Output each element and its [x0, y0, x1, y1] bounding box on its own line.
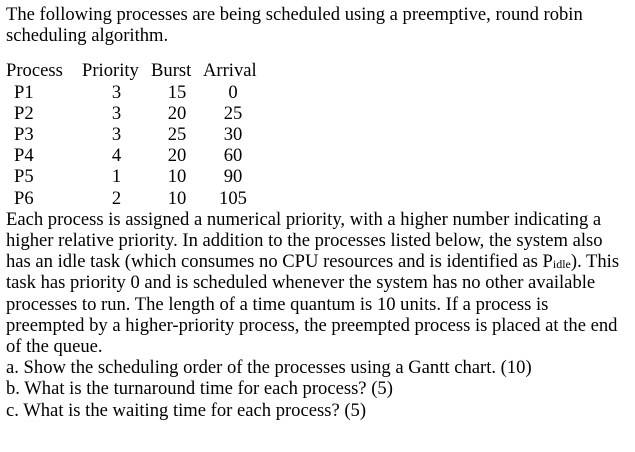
header-priority: Priority — [82, 60, 139, 82]
cell-priority: 3 — [111, 102, 122, 124]
cell-process: P4 — [14, 145, 34, 167]
description-paragraph — [6, 209, 630, 357]
cell-arrival: 0 — [228, 81, 238, 103]
table-row — [6, 82, 263, 103]
cell-burst: 15 — [167, 81, 187, 103]
cell-priority: 2 — [111, 187, 122, 209]
header-process: Process — [6, 60, 63, 82]
cell-arrival: 60 — [223, 145, 243, 167]
cell-process: P3 — [14, 124, 34, 146]
cell-priority: 3 — [111, 81, 122, 103]
cell-arrival: 90 — [223, 166, 243, 188]
cell-burst: 10 — [167, 166, 187, 188]
header-arrival: Arrival — [203, 60, 257, 82]
cell-process: P2 — [14, 102, 34, 124]
table-row — [6, 145, 263, 166]
idle-subscript: idle — [552, 257, 571, 272]
header-burst: Burst — [151, 60, 192, 82]
cell-burst: 10 — [167, 187, 187, 209]
question-c: c. What is the waiting time for each process? (5) — [6, 399, 367, 421]
intro-text: The following processes are being scheduled using a preemptive, round robin scheduling algorithm. — [6, 4, 583, 47]
table-row — [6, 103, 263, 124]
cell-burst: 20 — [167, 145, 187, 167]
cell-arrival: 30 — [223, 124, 243, 146]
cell-priority: 1 — [111, 166, 122, 188]
process-table — [6, 60, 263, 208]
cell-arrival: 25 — [223, 102, 243, 124]
table-header-row — [6, 60, 263, 81]
cell-process: P5 — [14, 166, 34, 188]
problem-document — [6, 4, 630, 421]
cell-burst: 20 — [167, 102, 187, 124]
paragraph-text-after: ). This task has priority 0 and is scheduled whenever the system has no other available processes to run. The length of a time quantum is 10 units. If a process is preempted by a higher-priority process, the preempted process is placed at the end of the queue. — [6, 251, 620, 358]
paragraph-text-before: Each process is assigned a numerical priority, with a higher number indicating a higher relative priority. In addition to the processes listed below, the system also has an idle task (which consumes no CPU resources and is identified as P — [6, 208, 603, 273]
question-b: b. What is the turnaround time for each process? (5) — [6, 378, 393, 400]
cell-process: P1 — [14, 81, 34, 103]
table-row — [6, 166, 263, 187]
cell-burst: 25 — [167, 124, 187, 146]
table-row — [6, 124, 263, 145]
cell-process: P6 — [14, 187, 34, 209]
cell-priority: 3 — [111, 124, 122, 146]
question-a: a. Show the scheduling order of the processes using a Gantt chart. (10) — [6, 357, 532, 379]
table-row — [6, 188, 263, 209]
cell-priority: 4 — [111, 145, 122, 167]
cell-arrival: 105 — [219, 187, 247, 209]
